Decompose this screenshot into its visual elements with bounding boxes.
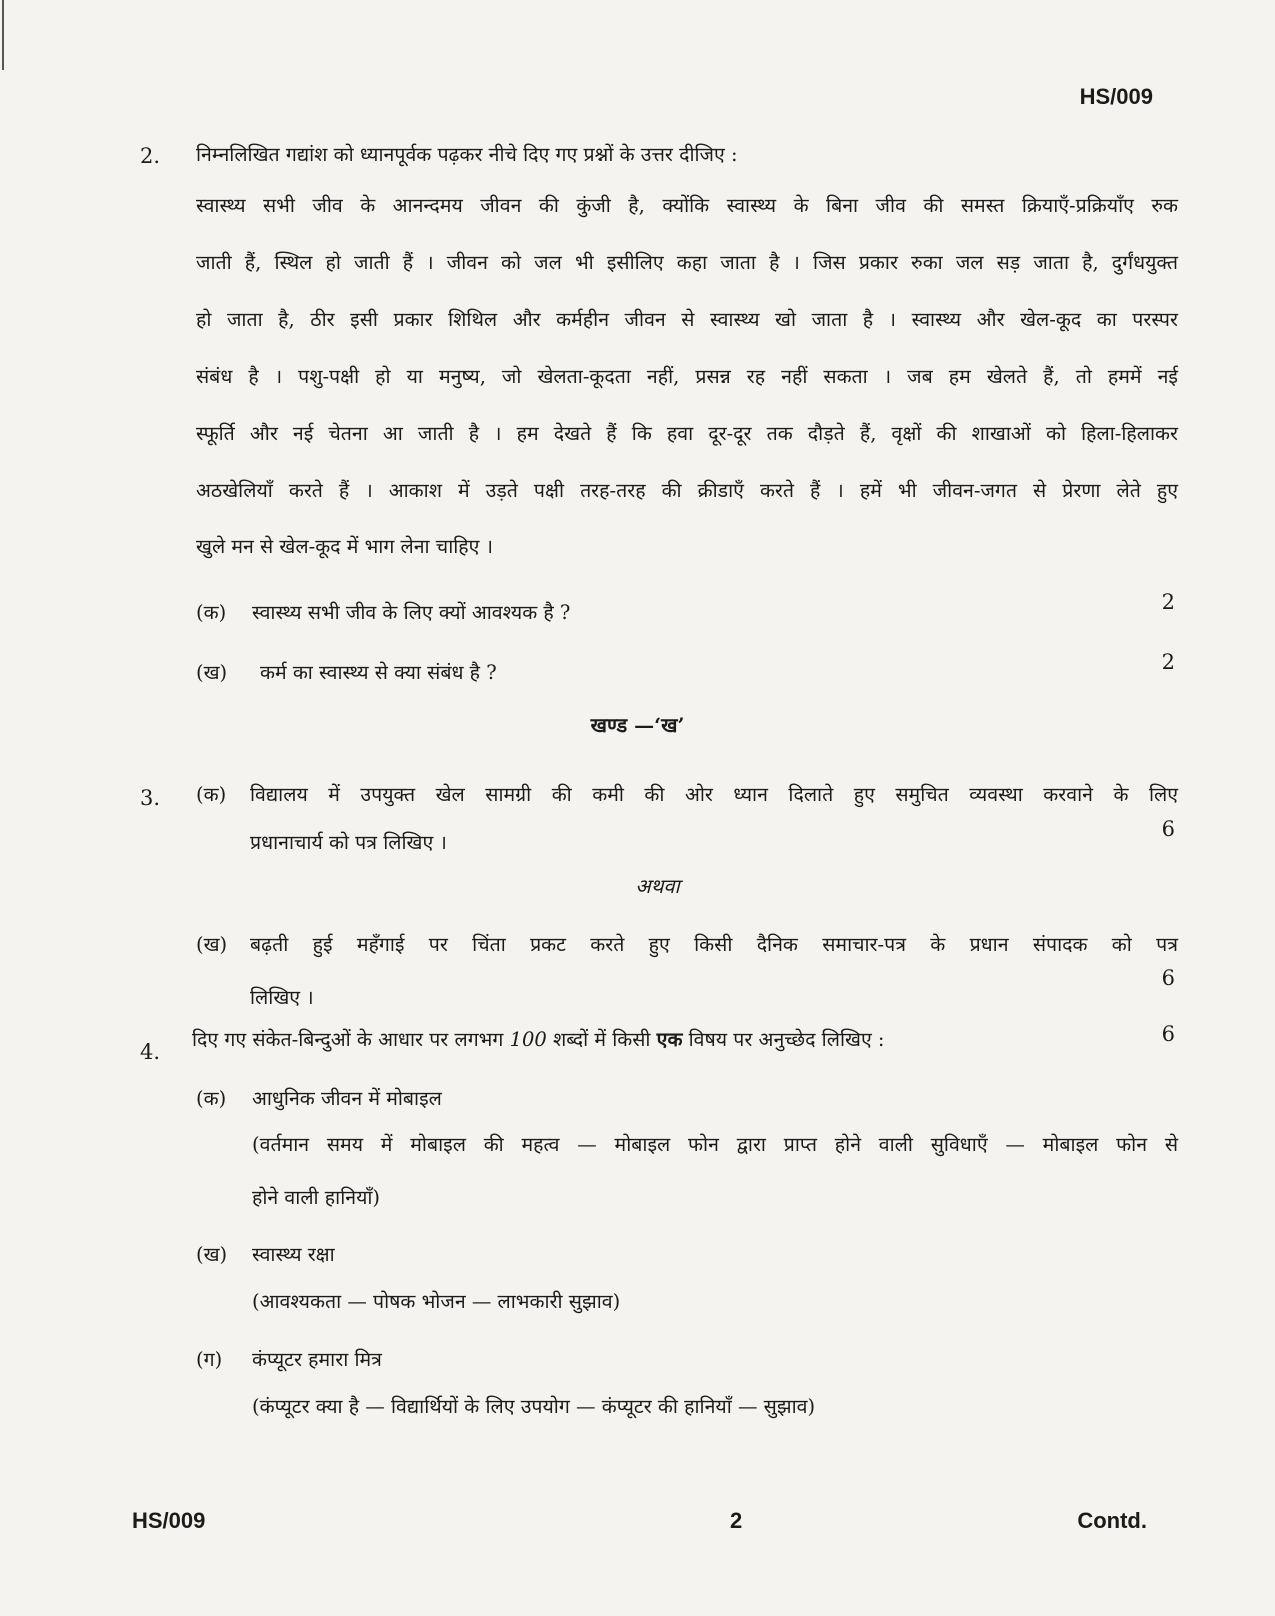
q4-option-a-hint-line-2: होने वाली हानियाँ) xyxy=(252,1186,381,1209)
header-paper-code: HS/009 xyxy=(1079,84,1153,109)
section-heading: खण्ड —‘ख’ xyxy=(590,713,685,737)
q2-instruction: निम्नलिखित गद्यांश को ध्यानपूर्वक पढ़कर नीचे दिए गए प्रश्नों के उत्तर दीजिए : xyxy=(196,143,738,166)
q4-option-b-title: स्वास्थ्य रक्षा xyxy=(252,1243,335,1266)
q2-passage-line-3: हो जाता है, ठीर इसी प्रकार शिथिल और कर्महीन जीवन से स्वास्थ्य खो जाता है । स्वास्थ्य और खेल-कूद का परस्पर xyxy=(196,308,1178,331)
q4-option-c-hint: (कंप्यूटर क्या है — विद्यार्थियों के लिए उपयोग — कंप्यूटर की हानियाँ — सुझाव) xyxy=(252,1395,816,1418)
q3-a-label: (क) xyxy=(196,783,227,806)
scan-edge-mark xyxy=(2,0,4,70)
q2-sub-a-label: (क) xyxy=(196,601,227,624)
q3-b-marks: 6 xyxy=(1161,966,1175,990)
q4-instruction-emphasis: एक xyxy=(656,1028,683,1051)
q4-number: 4. xyxy=(140,1040,161,1064)
q4-marks: 6 xyxy=(1161,1022,1175,1046)
q2-number: 2. xyxy=(140,144,161,168)
q4-option-a-hint-line-1: (वर्तमान समय में मोबाइल की महत्व — मोबाइल फोन द्वारा प्राप्त होने वाली सुविधाएँ — मोबाइल फोन से xyxy=(252,1133,1178,1156)
q3-a-marks: 6 xyxy=(1161,817,1175,841)
q3-b-line-1: बढ़ती हुई महँगाई पर चिंता प्रकट करते हुए किसी दैनिक समाचार-पत्र के प्रधान संपादक को पत्र xyxy=(250,933,1178,956)
q2-passage-line-5: स्फूर्ति और नई चेतना आ जाती है । हम देखते हैं कि हवा दूर-दूर तक दौड़ते हैं, वृक्षों की शाखाओं को हिला-हिलाकर xyxy=(196,422,1178,445)
q4-instruction-number: 100 xyxy=(509,1028,547,1051)
q2-passage-line-4: संबंध है । पशु-पक्षी हो या मनुष्य, जो खेलता-कूदता नहीं, प्रसन्न रह नहीं सकता । जब हम खेलते हैं, तो हममें नई xyxy=(196,365,1178,388)
q4-option-a-label: (क) xyxy=(196,1087,227,1110)
q3-b-line-2: लिखिए । xyxy=(250,986,314,1009)
q3-b-label: (ख) xyxy=(196,933,228,956)
q4-instruction xyxy=(192,1025,885,1052)
q2-passage-line-2: जाती हैं, स्थिल हो जाती हैं । जीवन को जल भी इसीलिए कहा जाता है । जिस प्रकार रुका जल सड़ जाता है, दुर्गंधयुक्त xyxy=(196,251,1178,274)
q2-sub-b-marks: 2 xyxy=(1161,650,1175,674)
q2-passage-line-6: अठखेलियाँ करते हैं । आकाश में उड़ते पक्षी तरह-तरह की क्रीडाएँ करते हैं । हमें भी जीवन-जगत से प्रेरणा लेते हुए xyxy=(196,479,1178,502)
q4-instruction-post: विषय पर अनुच्छेद लिखिए : xyxy=(682,1028,885,1051)
q3-a-line-1: विद्यालय में उपयुक्त खेल सामग्री की कमी की ओर ध्यान दिलाते हुए समुचित व्यवस्था करवाने के लिए xyxy=(250,783,1178,806)
q4-instruction-mid: शब्दों में किसी xyxy=(546,1028,657,1051)
q4-instruction-pre: दिए गए संकेत-बिन्दुओं के आधार पर लगभग xyxy=(192,1028,510,1051)
q2-sub-b-text: कर्म का स्वास्थ्य से क्या संबंध है ? xyxy=(260,661,497,684)
q4-option-b-hint: (आवश्यकता — पोषक भोजन — लाभकारी सुझाव) xyxy=(252,1290,621,1313)
footer-paper-code: HS/009 xyxy=(132,1508,206,1533)
q2-sub-a-text: स्वास्थ्य सभी जीव के लिए क्यों आवश्यक है ? xyxy=(252,601,571,624)
q4-option-c-label: (ग) xyxy=(196,1348,223,1371)
q4-option-c-title: कंप्यूटर हमारा मित्र xyxy=(252,1348,382,1371)
q2-sub-b-label: (ख) xyxy=(196,661,228,684)
q4-option-a-title: आधुनिक जीवन में मोबाइल xyxy=(252,1087,442,1110)
q2-sub-a-marks: 2 xyxy=(1161,590,1175,614)
q4-option-b-label: (ख) xyxy=(196,1243,228,1266)
q3-or-text: अथवा xyxy=(635,874,680,898)
q2-passage-line-7: खुले मन से खेल-कूद में भाग लेना चाहिए । xyxy=(196,535,494,558)
footer-continued: Contd. xyxy=(1077,1508,1147,1533)
q3-a-line-2: प्रधानाचार्य को पत्र लिखिए । xyxy=(250,831,447,854)
q2-passage-line-1: स्वास्थ्य सभी जीव के आनन्दमय जीवन की कुंजी है, क्योंकि स्वास्थ्य के बिना जीव की समस्त क्रियाएँ-प्रक्रियाँए रुक xyxy=(196,194,1178,217)
q3-number: 3. xyxy=(140,786,161,810)
footer-page-number: 2 xyxy=(730,1508,743,1533)
